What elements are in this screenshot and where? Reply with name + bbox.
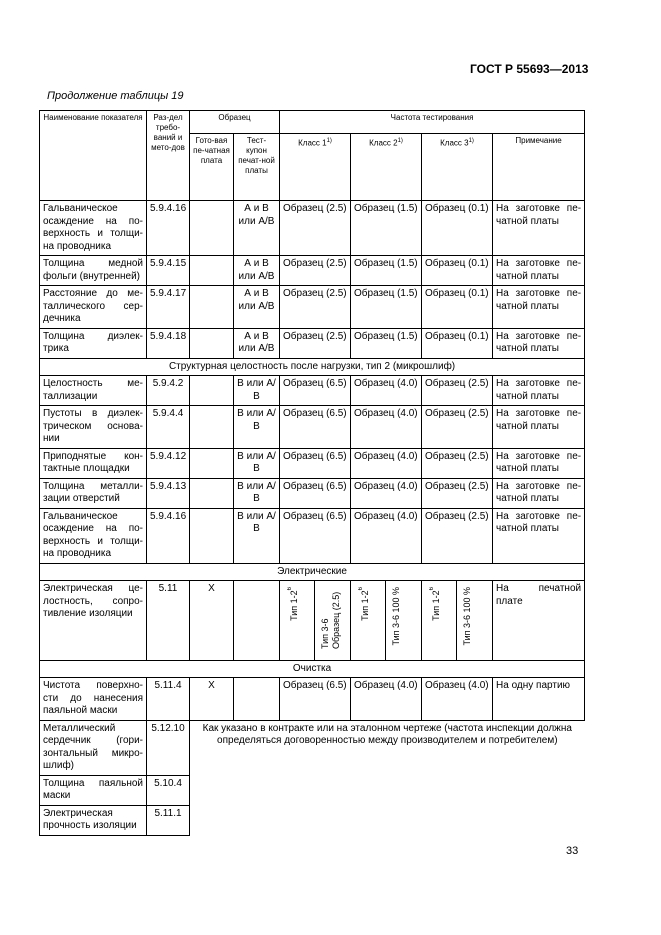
cell-name: Толщина медной фольги (внутренней) <box>40 256 147 286</box>
cell-note: На заготовке пе-чатной платы <box>493 286 585 329</box>
table-row <box>40 286 585 329</box>
cell-c3: Образец (2.5) <box>422 406 493 449</box>
cell-section: 5.9.4.2 <box>147 376 190 406</box>
cell-c3: Образец (0.1) <box>422 328 493 358</box>
document-code: ГОСТ Р 55693—2013 <box>470 62 589 76</box>
table-row-final <box>40 720 585 775</box>
cell-name: Расстояние до ме-таллического сер-дечника <box>40 286 147 329</box>
cell-board: X <box>190 581 234 661</box>
cell-coupon: В или А/В <box>234 508 280 563</box>
section-row-stress <box>40 358 585 376</box>
cell-name: Гальваническое осаждение на по-верхность и толщи-на проводника <box>40 508 147 563</box>
cell-note: На заготовке пе-чатной платы <box>493 448 585 478</box>
cell-c3: Образец (0.1) <box>422 286 493 329</box>
cell-name: Электрическая це-лостность, сопро-тивление изоляции <box>40 581 147 661</box>
table-caption: Продолжение таблицы 19 <box>47 90 184 102</box>
cell-c1: Образец (2.5) <box>280 328 351 358</box>
cell-class2-type12: Тип $1-2^6$ <box>351 581 386 661</box>
rows-group-b <box>40 376 585 564</box>
cell-note: На печатной плате <box>493 581 585 661</box>
cell-section: 5.9.4.12 <box>147 448 190 478</box>
cell-board <box>190 406 234 449</box>
cell-c2: Образец (1.5) <box>351 286 422 329</box>
cell-c2: Образец (1.5) <box>351 201 422 256</box>
section-title: Очистка <box>40 660 585 678</box>
cell-coupon: В или А/В <box>234 478 280 508</box>
cell-c3: Образец (2.5) <box>422 478 493 508</box>
cell-c3: Образец (0.1) <box>422 201 493 256</box>
cell-coupon <box>234 581 280 661</box>
cell-board <box>190 478 234 508</box>
cell-final-note: Как указано в контракте или на эталонном чертеже (частота инспекции должна определяться договоренностью между производителем и потребителем) <box>202 722 572 746</box>
cell-name: Гальваническое осаждение на по-верхность и толщи-на проводника <box>40 201 147 256</box>
cell-board <box>190 448 234 478</box>
cell-class1: Образец (6.5) <box>280 678 351 721</box>
cell-class2-type36: Тип 3-6 100 % <box>386 581 422 661</box>
cell-section: 5.9.4.17 <box>147 286 190 329</box>
rows-group-a <box>40 201 585 359</box>
cell-c1: Образец (6.5) <box>280 448 351 478</box>
cell-c3: Образец (2.5) <box>422 508 493 563</box>
page-number: 33 <box>566 845 579 857</box>
cell-c1: Образец (2.5) <box>280 256 351 286</box>
table-row-electrical <box>40 581 585 661</box>
table-row <box>40 448 585 478</box>
cell-section: 5.12.10 <box>147 720 190 775</box>
cell-board <box>190 328 234 358</box>
table-row <box>40 376 585 406</box>
cell-c1: Образец (6.5) <box>280 478 351 508</box>
cell-section: 5.11.4 <box>147 678 190 721</box>
header-sample-coupon: Тест-купон печат-ной платы <box>234 134 280 201</box>
header-frequency: Частота тестирования <box>280 111 585 134</box>
cell-class3: Образец (4.0) <box>422 678 493 721</box>
cell-note: На заготовке пе-чатной платы <box>493 256 585 286</box>
cell-name: Электрическая прочность изоляции <box>40 805 147 835</box>
cell-note: На заготовке пе-чатной платы <box>493 376 585 406</box>
cell-note: На заготовке пе-чатной платы <box>493 508 585 563</box>
cell-class3-type12: Тип $1-2^6$ <box>422 581 457 661</box>
cell-c2: Образец (4.0) <box>351 478 422 508</box>
cell-c2: Образец (4.0) <box>351 448 422 478</box>
cell-name: Целостность ме-таллизации <box>40 376 147 406</box>
cell-c2: Образец (4.0) <box>351 376 422 406</box>
table-row <box>40 328 585 358</box>
cell-name: Толщина паяльной маски <box>40 775 147 805</box>
cell-class1-type12: Тип $1-2^6$ <box>280 581 315 661</box>
cell-name: Чистота поверхно-сти до нанесения паяльной маски <box>40 678 147 721</box>
cell-c2: Образец (1.5) <box>351 256 422 286</box>
cell-name: Толщина металли-зации отверстий <box>40 478 147 508</box>
cell-section: 5.9.4.4 <box>147 406 190 449</box>
cell-class1-type36: Тип 3-6 Образец (2.5) <box>315 581 351 661</box>
cell-name: Металлический сердечник (гори-зонтальный микро-шлиф) <box>40 720 147 775</box>
cell-section: 5.9.4.16 <box>147 201 190 256</box>
section-title: Структурная целостность после нагрузки, тип 2 (микрошлиф) <box>40 358 585 376</box>
cell-coupon <box>234 678 280 721</box>
section-row-electrical <box>40 563 585 581</box>
cell-board <box>190 508 234 563</box>
cell-board <box>190 376 234 406</box>
table-row <box>40 256 585 286</box>
cell-board <box>190 256 234 286</box>
cell-coupon: В или А/В <box>234 376 280 406</box>
table-row <box>40 508 585 563</box>
cell-c1: Образец (6.5) <box>280 376 351 406</box>
test-frequency-table <box>39 110 585 836</box>
table-row <box>40 478 585 508</box>
cell-note: На заготовке пе-чатной платы <box>493 201 585 256</box>
header-class-2: Класс 2$^{1)}$ <box>351 134 422 201</box>
cell-c2: Образец (1.5) <box>351 328 422 358</box>
cell-board <box>190 201 234 256</box>
header-row-1 <box>40 111 585 134</box>
section-row-cleaning <box>40 660 585 678</box>
cell-note: На заготовке пе-чатной платы <box>493 328 585 358</box>
cell-coupon: А и В или А/В <box>234 256 280 286</box>
cell-coupon: А и В или А/В <box>234 286 280 329</box>
cell-name: Приподнятые кон-тактные площадки <box>40 448 147 478</box>
header-class-1: Класс 1$^{1)}$ <box>280 134 351 201</box>
header-name: Наименование показателя <box>40 111 147 201</box>
header-class-3: Класс 3$^{1)}$ <box>422 134 493 201</box>
cell-c2: Образец (4.0) <box>351 406 422 449</box>
cell-board <box>190 286 234 329</box>
cell-note: На заготовке пе-чатной платы <box>493 406 585 449</box>
cell-c1: Образец (2.5) <box>280 201 351 256</box>
header-section: Раз-дел требо-ваний и мето-дов <box>147 111 190 201</box>
cell-class3-type36: Тип 3-6 100 % <box>457 581 493 661</box>
cell-coupon: В или А/В <box>234 448 280 478</box>
cell-note: На одну партию <box>493 678 585 721</box>
cell-section: 5.9.4.18 <box>147 328 190 358</box>
cell-c1: Образец (6.5) <box>280 406 351 449</box>
cell-section: 5.9.4.15 <box>147 256 190 286</box>
cell-c3: Образец (2.5) <box>422 448 493 478</box>
table-row <box>40 201 585 256</box>
cell-section: 5.11 <box>147 581 190 661</box>
cell-c2: Образец (4.0) <box>351 508 422 563</box>
table-row-cleaning <box>40 678 585 721</box>
cell-class2: Образец (4.0) <box>351 678 422 721</box>
cell-name: Пустоты в диэлек-трическом основа-нии <box>40 406 147 449</box>
cell-name: Толщина диэлек-трика <box>40 328 147 358</box>
cell-note: На заготовке пе-чатной платы <box>493 478 585 508</box>
cell-c1: Образец (2.5) <box>280 286 351 329</box>
header-sample-board: Гото-вая пе-чатная плата <box>190 134 234 201</box>
cell-coupon: А и В или А/В <box>234 201 280 256</box>
cell-c3: Образец (2.5) <box>422 376 493 406</box>
cell-section: 5.9.4.16 <box>147 508 190 563</box>
cell-coupon: А и В или А/В <box>234 328 280 358</box>
cell-section: 5.10.4 <box>147 775 190 805</box>
cell-c3: Образец (0.1) <box>422 256 493 286</box>
cell-section: 5.11.1 <box>147 805 190 835</box>
cell-board: X <box>190 678 234 721</box>
section-title: Электрические <box>40 563 585 581</box>
header-note: Примечание <box>493 134 585 201</box>
cell-section: 5.9.4.13 <box>147 478 190 508</box>
cell-c1: Образец (6.5) <box>280 508 351 563</box>
cell-coupon: В или А/В <box>234 406 280 449</box>
header-sample: Образец <box>190 111 280 134</box>
table-row <box>40 406 585 449</box>
